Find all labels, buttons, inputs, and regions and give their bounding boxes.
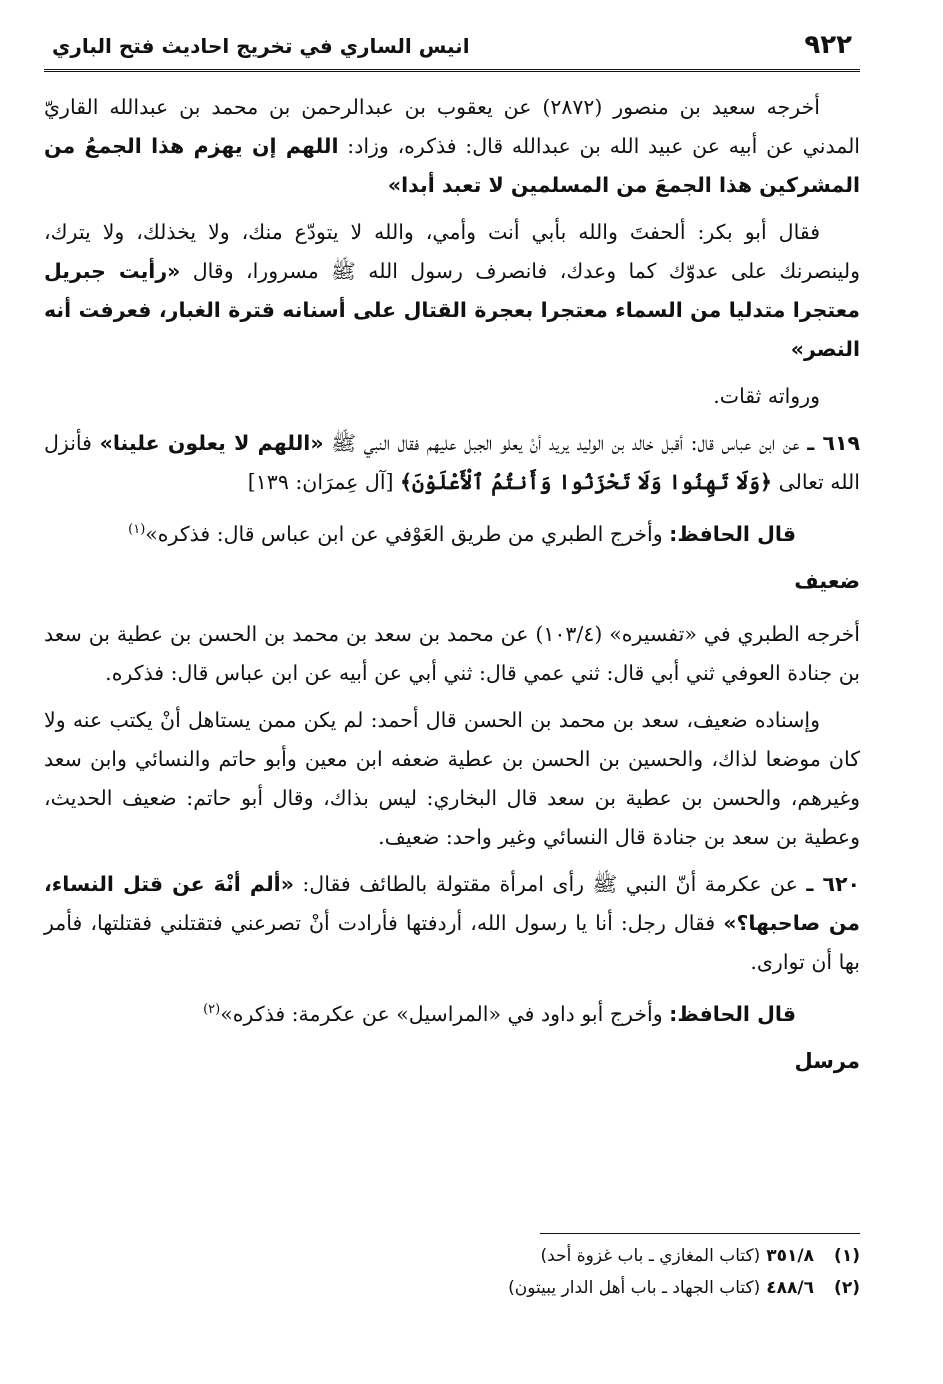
hafiz-text: وأخرج أبو داود في «المراسيل» عن عكرمة: فذكره» (220, 1001, 670, 1026)
footnote-item (44, 1272, 860, 1304)
hadith-quote: «اللهم لا يعلون علينا» (99, 431, 324, 455)
grade-label: ضعيف (794, 568, 860, 593)
paragraph-text: فقال أبو بكر: ألحفتَ والله بأبي أنت وأمي، والله لا يتودّع منك، ولا يخذلك، ولا يترك، ولينصرنك على عدوّك كما وعدك، فانصرف رسول الله ﷺ مسرورا، وقال (44, 220, 861, 283)
paragraph-text: أخرجه سعيد بن منصور (٢٨٧٢) عن يعقوب بن عبدالرحمن بن محمد بن عبدالله القاريّ المدني عن أبيه عن عبيد الله بن عبدالله قال: فذكره، وزاد: (44, 95, 861, 158)
hadith-number: ٦٢٠ ـ (806, 871, 860, 896)
paragraph-takhrij-intro (44, 88, 860, 205)
footnote-text: (كتاب المغازي ـ باب غزوة أحد) (540, 1246, 761, 1266)
footnote-marker: (٢) (203, 1001, 221, 1017)
paragraph-abu-bakr (44, 213, 860, 369)
footnote-divider (540, 1233, 860, 1234)
verse-reference: [آل عِمرَان: ١٣٩] (247, 470, 401, 494)
footnote-number: (٢) (834, 1278, 860, 1298)
footnote-marker: (١) (128, 522, 146, 537)
hadith-text: عن ابن عباس قال: أقبل خالد بن الوليد يريد أنْ يعلو الجبل عليهم فقال النبي ﷺ (323, 431, 800, 455)
hadith-text: فقال رجل: أنا يا رسول الله، أردفتها فأرادت أنْ تصرعني فتقتلني فقتلتها، فأمر بها أن توارى. (44, 910, 860, 974)
paragraph-takhrij-619: أخرجه الطبري في «تفسيره» (١٠٣/٤) عن محمد بن سعد بن محمد بن الحسن بن عطية بن سعد بن جنادة العوفي ثني أبي قال: ثني عمي قال: ثني أبي عن أبيه عن ابن عباس قال: فذكره. (44, 621, 861, 685)
footnote-text: (كتاب الجهاد ـ باب أهل الدار يبيتون) (508, 1278, 761, 1298)
footnote-item (44, 1240, 860, 1272)
hadith-text: فأنزل الله تعالى (44, 431, 860, 494)
hafiz-label: قال الحافظ: (669, 521, 796, 546)
footnotes (44, 1240, 860, 1304)
hadith-number: ٦١٩ ـ (807, 431, 860, 455)
page-header (44, 28, 860, 72)
hafiz-statement-619 (44, 510, 860, 554)
footnote-reference: ٣٥١/٨ (766, 1246, 814, 1266)
paragraph-narrators: ورواته ثقات. (713, 384, 820, 408)
quran-verse: ﴿وَلَا تَهِنُوا وَلَا تَحْزَنُوا وَأَنتُمُ ٱلْأَعْلَوْنَ﴾ (400, 470, 773, 494)
hadith-text: عن عكرمة أنّ النبي ﷺ رأى امرأة مقتولة بالطائف فقال: (293, 871, 798, 896)
hafiz-statement-620 (44, 990, 860, 1034)
footnote-reference: ٤٨٨/٦ (766, 1278, 814, 1298)
running-title: انيس الساري في تخريج احاديث فتح الباري (52, 34, 470, 58)
hadith-quote: «ألم أنْهَ عن قتل النساء، من صاحبها؟» (44, 871, 861, 935)
hadith-620 (44, 865, 860, 982)
page-body (44, 88, 860, 1095)
paragraph-isnad-619: وإسناده ضعيف، سعد بن محمد بن الحسن قال أحمد: لم يكن ممن يستاهل أنْ يكتب عنه ولا كان موضعا لذاك، والحسين بن الحسن بن عطية ضعفه ابن معين وأبو حاتم والنسائي وابن سعد وغيرهم، والحسن بن عطية بن سعد قال البخاري: ليس بذاك، وقال أبو حاتم: ضعيف الحديث، وعطية بن سعد بن جنادة قال النسائي وغير واحد: ضعيف. (44, 707, 860, 849)
bold-quote: اللهم إن يهزم هذا الجمعُ من المشركين هذا الجمعَ من المسلمين لا تعبد أبدا» (44, 134, 860, 197)
footnote-number: (١) (834, 1246, 860, 1266)
hafiz-label: قال الحافظ: (669, 1001, 796, 1026)
page-number: ٩٢٢ (804, 30, 852, 60)
bold-quote: «رأيت جبريل معتجرا متدليا من السماء معتجرا بعجرة القتال على أسنانه قترة الغبار، فعرفت أنه النصر» (44, 259, 860, 361)
hafiz-text: وأخرج الطبري من طريق العَوْفي عن ابن عباس قال: فذكره» (145, 521, 670, 546)
hadith-619 (44, 424, 860, 502)
grade-label: مرسل (794, 1048, 860, 1073)
